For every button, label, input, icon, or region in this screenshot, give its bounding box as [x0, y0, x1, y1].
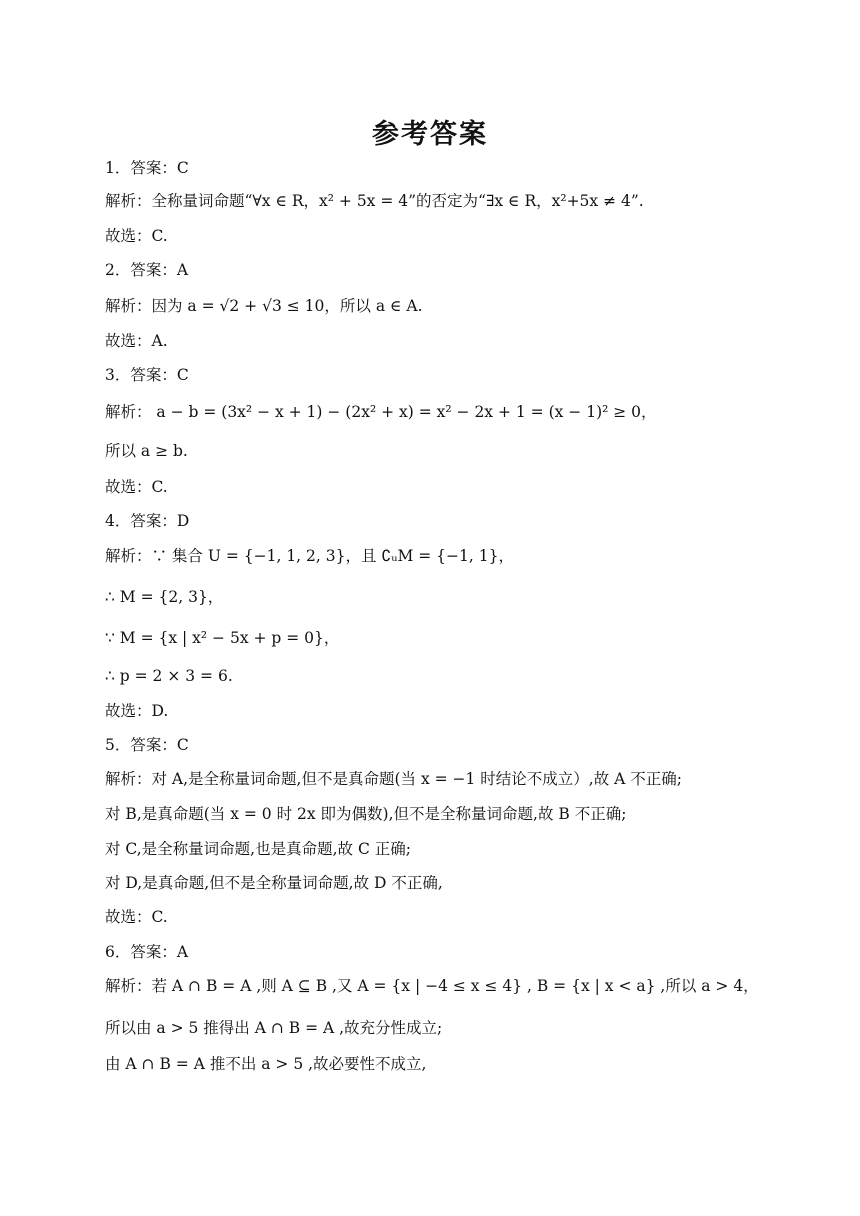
- answer-2-heading: 2．答案：A: [105, 261, 189, 279]
- answer-5-step: 对 D,是真命题,但不是全称量词命题,故 D 不正确,: [105, 874, 443, 892]
- answer-5-explanation: 解析：对 A,是全称量词命题,但不是真命题(当 x = −1 时结论不成立）,故 A 不正确;: [105, 770, 683, 788]
- answer-5-heading: 5．答案：C: [105, 736, 189, 754]
- answer-4-choice: 故选：D.: [105, 702, 169, 720]
- answer-3-heading: 3．答案：C: [105, 366, 189, 384]
- page-title: 参考答案: [372, 119, 488, 150]
- answer-4-heading: 4．答案：D: [105, 512, 190, 530]
- answer-1-explanation: 解析：全称量词命题“∀x ∈ R，x² + 5x = 4”的否定为“∃x ∈ R，x²+5x ≠ 4”.: [105, 192, 644, 210]
- answer-4-step: ∴ M = {2, 3}，: [105, 588, 224, 606]
- answer-2-explanation: 解析：因为 a = √2 + √3 ≤ 10，所以 a ∈ A.: [105, 297, 423, 315]
- answer-4-explanation: 解析：∵ 集合 U = {−1, 1, 2, 3}，且 ∁ᵤM = {−1, 1}，: [105, 547, 514, 565]
- answer-4-step: ∵ M = {x | x² − 5x + p = 0}，: [105, 629, 340, 647]
- answer-3-conclusion: 所以 a ≥ b.: [105, 442, 188, 460]
- answer-1-choice: 故选：C.: [105, 227, 168, 245]
- answer-5-step: 对 C,是全称量词命题,也是真命题,故 C 正确;: [105, 840, 411, 858]
- answer-4-step: ∴ p = 2 × 3 = 6.: [105, 667, 233, 685]
- answer-6-step: 由 A ∩ B = A 推不出 a > 5 ,故必要性不成立,: [105, 1055, 427, 1073]
- answer-1-heading: 1．答案：C: [105, 159, 189, 177]
- answer-6-heading: 6．答案：A: [105, 943, 189, 961]
- answer-2-choice: 故选：A.: [105, 332, 168, 350]
- answer-6-explanation: 解析：若 A ∩ B = A ,则 A ⊆ B ,又 A = {x | −4 ≤ x ≤ 4} , B = {x | x < a} ,所以 a > 4，: [105, 977, 759, 995]
- answer-5-step: 对 B,是真命题(当 x = 0 时 2x 即为偶数),但不是全称量词命题,故 B 不正确;: [105, 805, 627, 823]
- answer-6-step: 所以由 a > 5 推得出 A ∩ B = A ,故充分性成立;: [105, 1019, 443, 1037]
- answer-3-choice: 故选：C.: [105, 478, 168, 496]
- answer-3-explanation: 解析： a − b = (3x² − x + 1) − (2x² + x) = x² − 2x + 1 = (x − 1)² ≥ 0，: [105, 403, 657, 421]
- answer-5-choice: 故选：C.: [105, 908, 168, 926]
